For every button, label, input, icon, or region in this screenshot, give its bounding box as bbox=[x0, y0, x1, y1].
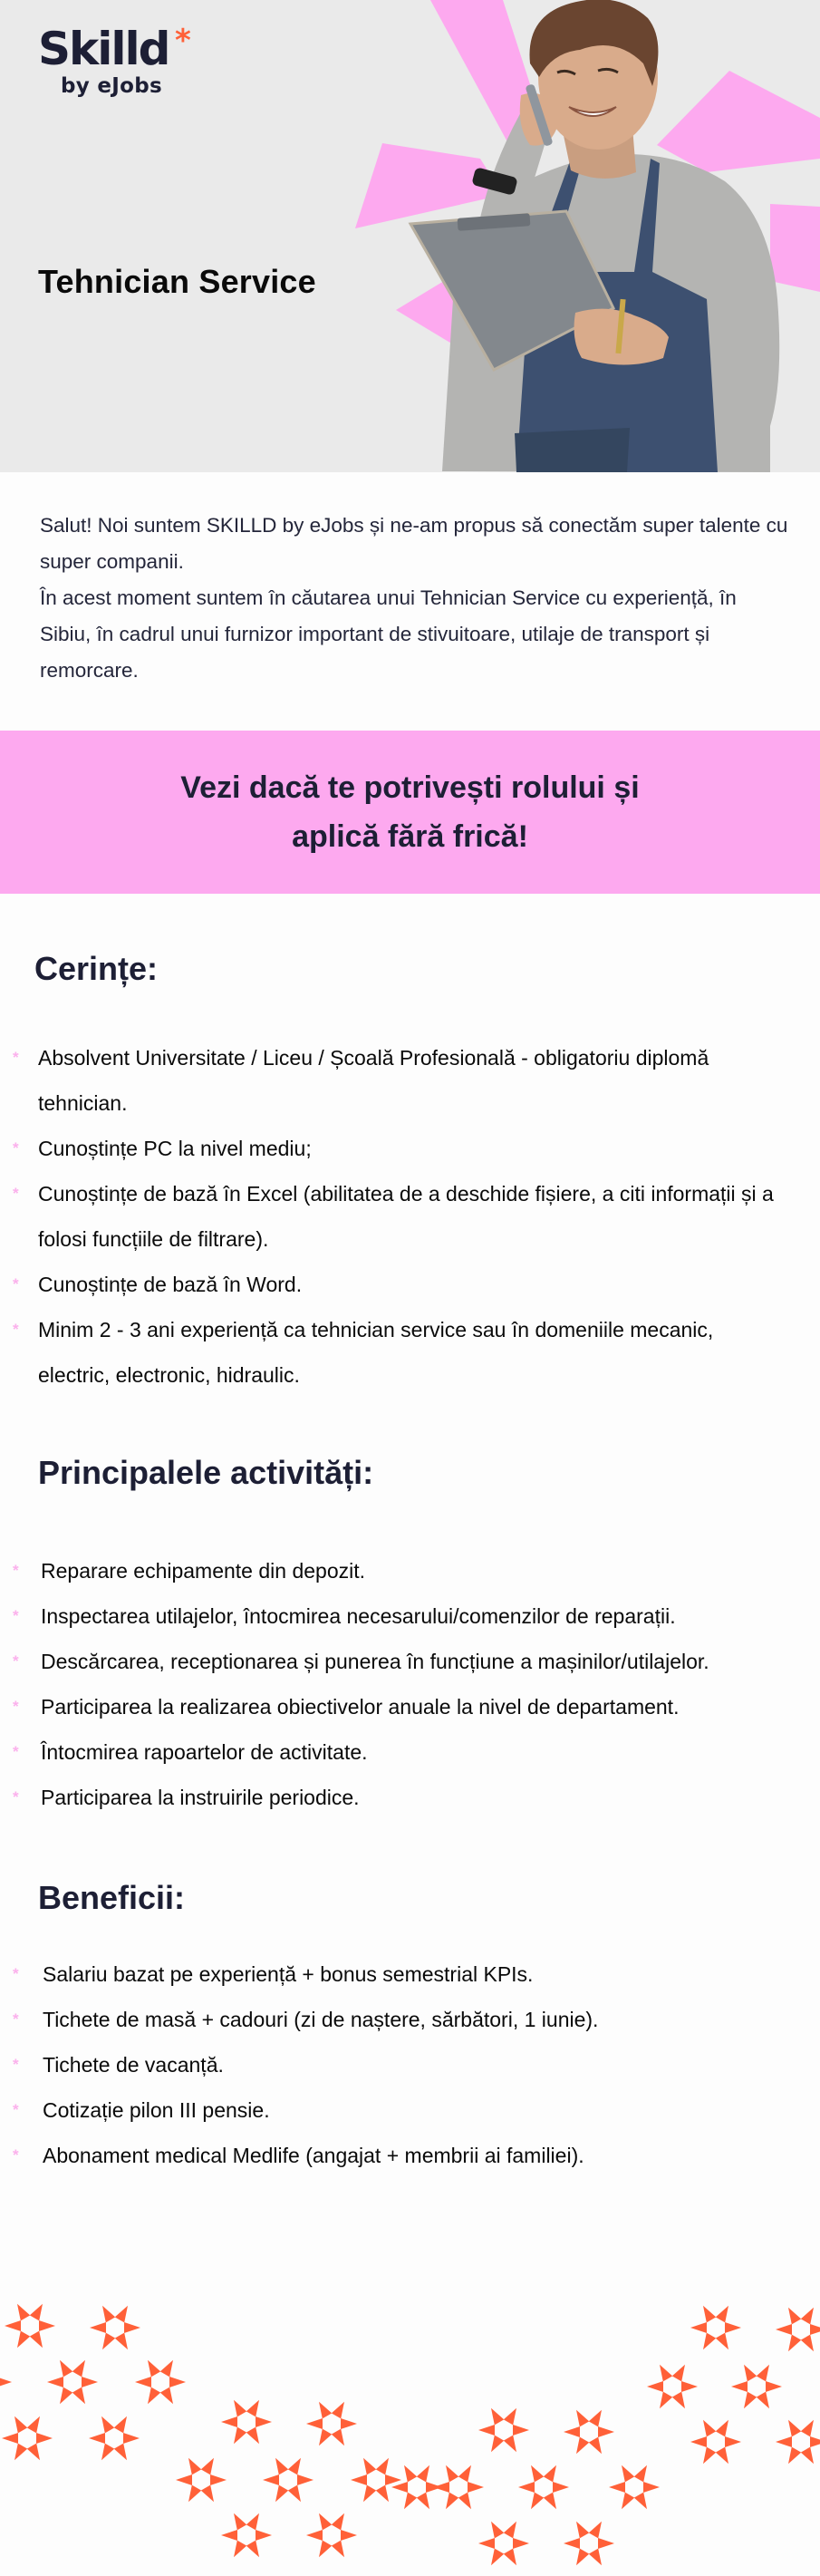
asterisk-icon: * bbox=[175, 23, 191, 59]
list-item bbox=[0, 1729, 820, 1775]
list-item bbox=[0, 1548, 820, 1593]
list-item-text: Minim 2 - 3 ani experiență ca tehnician service sau în domeniile mecanic, electric, electronic, hidraulic. bbox=[38, 1318, 714, 1387]
list-item-text: Cunoștințe PC la nivel mediu; bbox=[38, 1137, 312, 1160]
list-item-text: Descărcarea, receptionarea și punerea în funcțiune a mașinilor/utilajelor. bbox=[41, 1650, 709, 1673]
list-item-text: Participarea la realizarea obiectivelor anuale la nivel de departament. bbox=[41, 1695, 680, 1719]
job-title: Tehnician Service bbox=[38, 263, 316, 300]
logo-wordmark: Skilld bbox=[38, 23, 169, 75]
requirements-title: Cerințe: bbox=[34, 950, 159, 987]
cta-banner bbox=[0, 731, 820, 894]
list-item-text: Tichete de vacanță. bbox=[43, 2053, 224, 2077]
list-item-text: Abonament medical Medlife (angajat + membrii ai familiei). bbox=[43, 2144, 584, 2167]
asterisk-bullet-icon: * bbox=[13, 1743, 19, 1760]
list-item-text: Cotizație pilon III pensie. bbox=[43, 2098, 270, 2122]
list-item bbox=[0, 1997, 820, 2042]
list-item bbox=[0, 2087, 820, 2133]
list-item bbox=[0, 2042, 820, 2087]
intro-text bbox=[40, 508, 792, 689]
list-item bbox=[0, 1593, 820, 1639]
skilld-logo bbox=[38, 25, 201, 102]
list-item-text: Întocmirea rapoartelor de activitate. bbox=[41, 1740, 368, 1764]
list-item bbox=[0, 1035, 820, 1126]
hero-photo bbox=[344, 0, 820, 472]
orange-triangle-pattern bbox=[0, 2266, 820, 2576]
asterisk-bullet-icon: * bbox=[13, 1321, 19, 1338]
list-item bbox=[0, 1126, 820, 1171]
list-item-text: Inspectarea utilajelor, întocmirea necesarului/comenzilor de reparații. bbox=[41, 1604, 676, 1628]
activities-title: Principalele activități: bbox=[38, 1454, 374, 1491]
intro-paragraph-2: În acest moment suntem în căutarea unui Tehnician Service cu experiență, în Sibiu, în cadrul unui furnizor important de stivuitoare, utilaje de transport și remorcare. bbox=[40, 586, 737, 682]
list-item bbox=[0, 2133, 820, 2178]
intro-paragraph-1: Salut! Noi suntem SKILLD by eJobs și ne-am propus să conectăm super talente cu super companii. bbox=[40, 514, 788, 573]
cta-text: Vezi dacă te potrivești rolului și aplică fără frică! bbox=[180, 770, 640, 854]
asterisk-bullet-icon: * bbox=[13, 1788, 19, 1806]
asterisk-bullet-icon: * bbox=[13, 2101, 19, 2118]
activities-list bbox=[0, 1548, 820, 1820]
benefits-list bbox=[0, 1951, 820, 2178]
list-item bbox=[0, 1262, 820, 1307]
list-item-text: Salariu bazat pe experiență + bonus semestrial KPIs. bbox=[43, 1962, 534, 1986]
hero-banner bbox=[0, 0, 820, 472]
asterisk-bullet-icon: * bbox=[13, 1607, 19, 1624]
list-item bbox=[0, 1775, 820, 1820]
asterisk-bullet-icon: * bbox=[13, 1275, 19, 1293]
list-item-text: Absolvent Universitate / Liceu / Școală Profesională - obligatoriu diplomă tehnician. bbox=[38, 1046, 709, 1115]
list-item bbox=[0, 1639, 820, 1684]
benefits-title: Beneficii: bbox=[38, 1879, 186, 1916]
asterisk-bullet-icon: * bbox=[13, 2010, 19, 2028]
asterisk-bullet-icon: * bbox=[13, 2146, 19, 2164]
list-item bbox=[0, 1951, 820, 1997]
list-item-text: Participarea la instruirile periodice. bbox=[41, 1786, 360, 1809]
asterisk-bullet-icon: * bbox=[13, 1652, 19, 1670]
asterisk-bullet-icon: * bbox=[13, 1049, 19, 1066]
asterisk-bullet-icon: * bbox=[13, 1185, 19, 1202]
list-item bbox=[0, 1307, 820, 1398]
asterisk-bullet-icon: * bbox=[13, 1562, 19, 1579]
asterisk-bullet-icon: * bbox=[13, 1139, 19, 1157]
asterisk-bullet-icon: * bbox=[13, 1698, 19, 1715]
asterisk-bullet-icon: * bbox=[13, 2056, 19, 2073]
asterisk-bullet-icon: * bbox=[13, 1965, 19, 1982]
logo-tagline: by eJobs bbox=[61, 74, 162, 98]
list-item-text: Reparare echipamente din depozit. bbox=[41, 1559, 366, 1583]
list-item bbox=[0, 1684, 820, 1729]
list-item bbox=[0, 1171, 820, 1262]
requirements-list bbox=[0, 1035, 820, 1398]
list-item-text: Cunoștințe de bază în Excel (abilitatea de a deschide fișiere, a citi informații și a folosi funcțiile de filtrare). bbox=[38, 1182, 774, 1251]
list-item-text: Tichete de masă + cadouri (zi de naștere, sărbători, 1 iunie). bbox=[43, 2008, 599, 2031]
list-item-text: Cunoștințe de bază în Word. bbox=[38, 1273, 303, 1296]
